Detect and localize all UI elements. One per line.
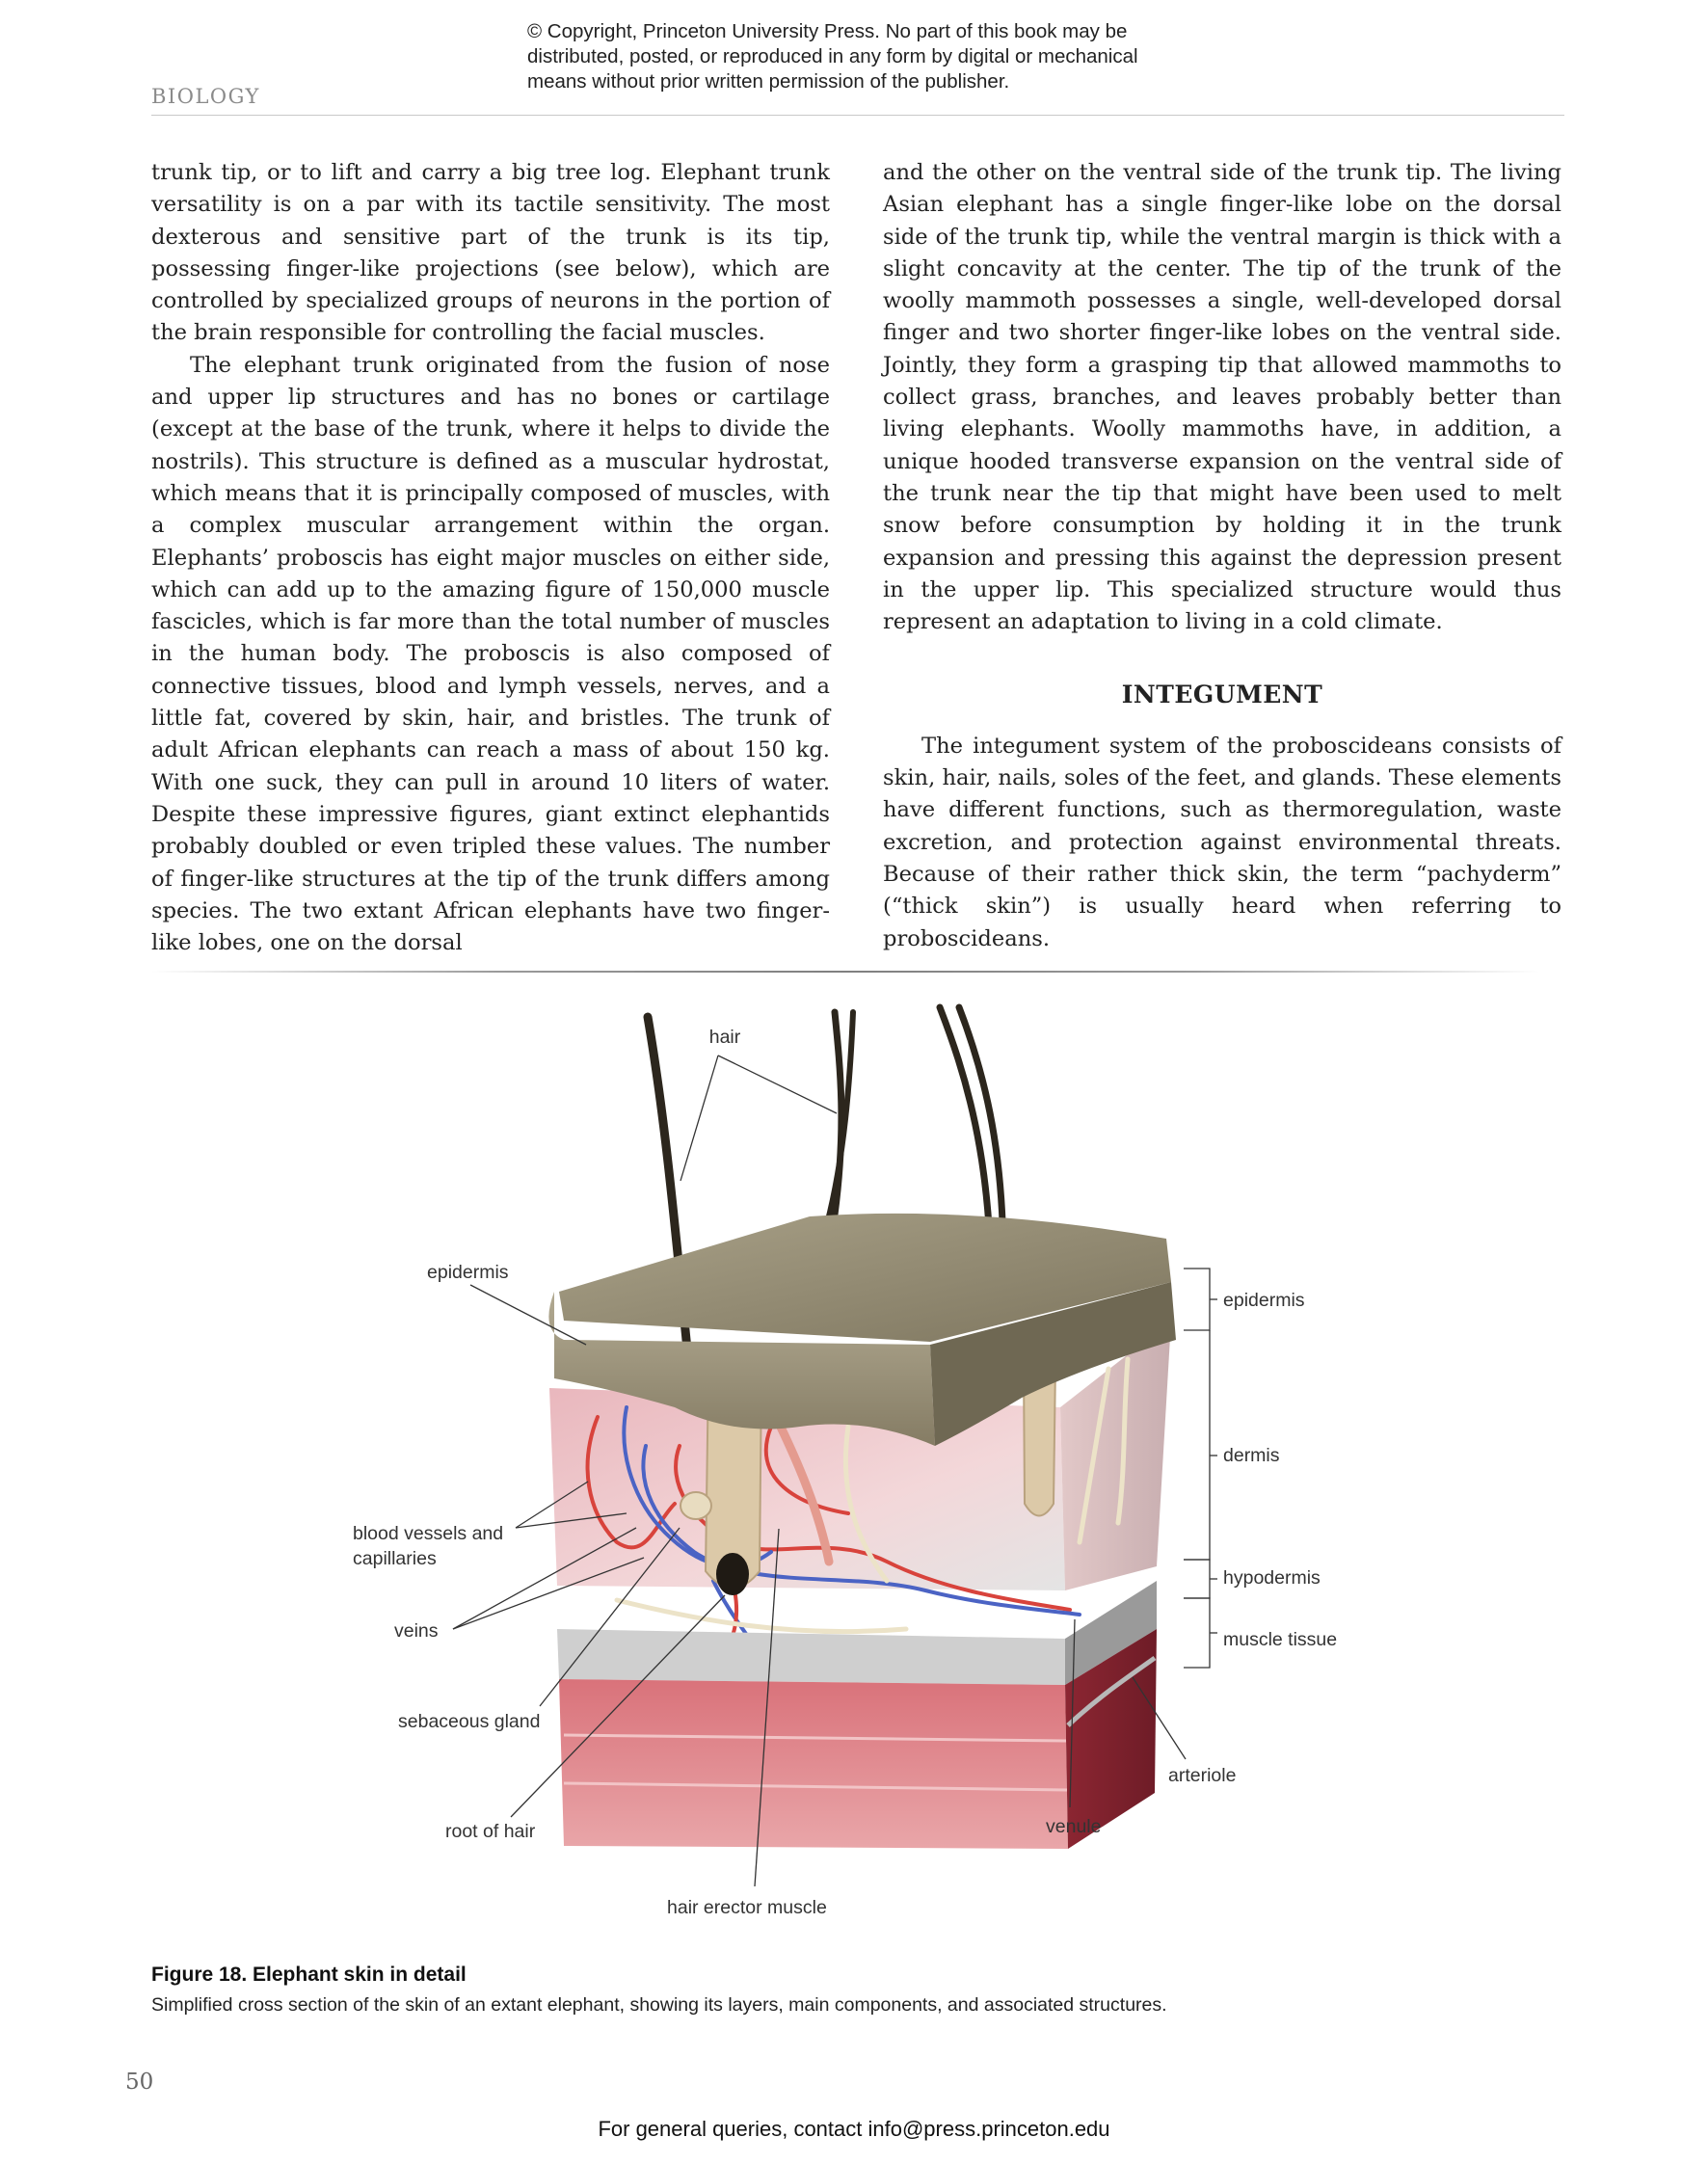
- copyright-line: © Copyright, Princeton University Press. No part of this book may be: [527, 20, 1128, 42]
- label-root-of-hair: root of hair: [445, 1821, 536, 1842]
- bracket-dermis: [1184, 1330, 1210, 1560]
- figure-caption-text: Simplified cross section of the skin of an extant elephant, showing its layers, main components, and associated structures.: [151, 1994, 1167, 2016]
- label-hypodermis: hypodermis: [1223, 1567, 1321, 1589]
- running-head: BIOLOGY: [151, 85, 260, 108]
- bracket-epidermis: [1184, 1269, 1210, 1330]
- muscle-front-face: [559, 1679, 1068, 1849]
- label-hair-erector-muscle: hair erector muscle: [667, 1897, 827, 1918]
- label-dermis: dermis: [1223, 1445, 1280, 1466]
- copyright-line: distributed, posted, or reproduced in any form by digital or mechanical: [527, 45, 1138, 67]
- bracket-hypodermis: [1184, 1560, 1210, 1598]
- label-epidermis-left: epidermis: [427, 1262, 509, 1283]
- nerve-fiber: [617, 1600, 906, 1632]
- copyright-line: means without prior written permission of the publisher.: [527, 70, 1010, 93]
- body-paragraph: The integument system of the proboscideans consists of skin, hair, nails, soles of the feet, and glands. These elements have different functions, such as thermoregulation, waste excretion, and protection against environmental threats. Because of their rather thick skin, the term “pachyderm” (“thick skin”) is usually heard when referring to proboscideans.: [883, 733, 1561, 951]
- body-paragraph: and the other on the ventral side of the trunk tip. The living Asian elephant has a single finger-like lobe on the dorsal side of the trunk tip, while the ventral margin is thick with a slight concavity at the center. The tip of the trunk of the woolly mammoth possesses a single, well-developed dorsal finger and two shorter finger-like lobes on the ventral side. Jointly, they form a grasping tip that allowed mammoths to collect grass, branches, and leaves probably better than living elephants. Woolly mammoths have, in addition, a unique hooded transverse expansion on the ventral side of the trunk near the tip that might have been used to melt snow before consumption by holding it in the trunk expansion and pressing this against the depression present in the upper lip. This specialized structure would thus represent an adaptation to living in a cold climate.: [883, 160, 1561, 635]
- label-sebaceous-gland: sebaceous gland: [398, 1711, 541, 1732]
- hair-root-bulb: [716, 1553, 749, 1595]
- label-blood-vessels: blood vessels and: [353, 1523, 504, 1544]
- label-veins: veins: [394, 1620, 439, 1642]
- body-paragraph: The elephant trunk originated from the fusion of nose and upper lip structures and has no bones or cartilage (except at the base of the trunk, where it helps to divide the nostrils). This structure is defined as a muscular hydrostat, which means that it is principally composed of muscles, with a complex muscular arrangement within the organ. Elephants’ proboscis has eight major muscles on either side, which can add up to the amazing figure of 150,000 muscle fascicles, which is far more than the total number of muscles in the human body. The proboscis is also composed of connective tissues, blood and lymph vessels, nerves, and a little fat, covered by skin, hair, and bristles. The trunk of adult African elephants can reach a mass of about 150 kg. With one suck, they can pull in around 10 liters of water. Despite these impressive figures, giant extinct elephantids probably doubled or even tripled these values. The number of finger-like structures at the tip of the trunk differs among species. The two extant African elephants have two finger-like lobes, one on the dorsal: [151, 352, 830, 956]
- section-heading: INTEGUMENT: [1121, 681, 1323, 709]
- body-paragraph: trunk tip, or to lift and carry a big tree log. Elephant trunk versatility is on a par with its tactile sensitivity. The most dexterous and sensitive part of the trunk is its tip, possessing finger-like projections (see below), which are controlled by specialized groups of neurons in the portion of the brain responsible for controlling the facial muscles.: [151, 160, 830, 346]
- figure-caption-title: Figure 18. Elephant skin in detail: [151, 1964, 467, 1986]
- footer-contact: For general queries, contact info@press.princeton.edu: [598, 2117, 1110, 2141]
- label-arteriole: arteriole: [1168, 1765, 1237, 1786]
- leader-veins: [453, 1558, 644, 1629]
- page-number: 50: [125, 2070, 154, 2095]
- hypodermis-band: [557, 1629, 1065, 1685]
- leader-hair: [718, 1055, 837, 1113]
- leader-hair: [681, 1055, 718, 1181]
- label-muscle-tissue: muscle tissue: [1223, 1629, 1338, 1650]
- label-epidermis-right: epidermis: [1223, 1290, 1305, 1311]
- label-hair: hair: [708, 1027, 741, 1048]
- label-capillaries: capillaries: [353, 1548, 437, 1569]
- label-venule: venule: [1046, 1816, 1102, 1837]
- sebaceous-gland-shape: [681, 1492, 711, 1519]
- bracket-muscle: [1184, 1598, 1210, 1668]
